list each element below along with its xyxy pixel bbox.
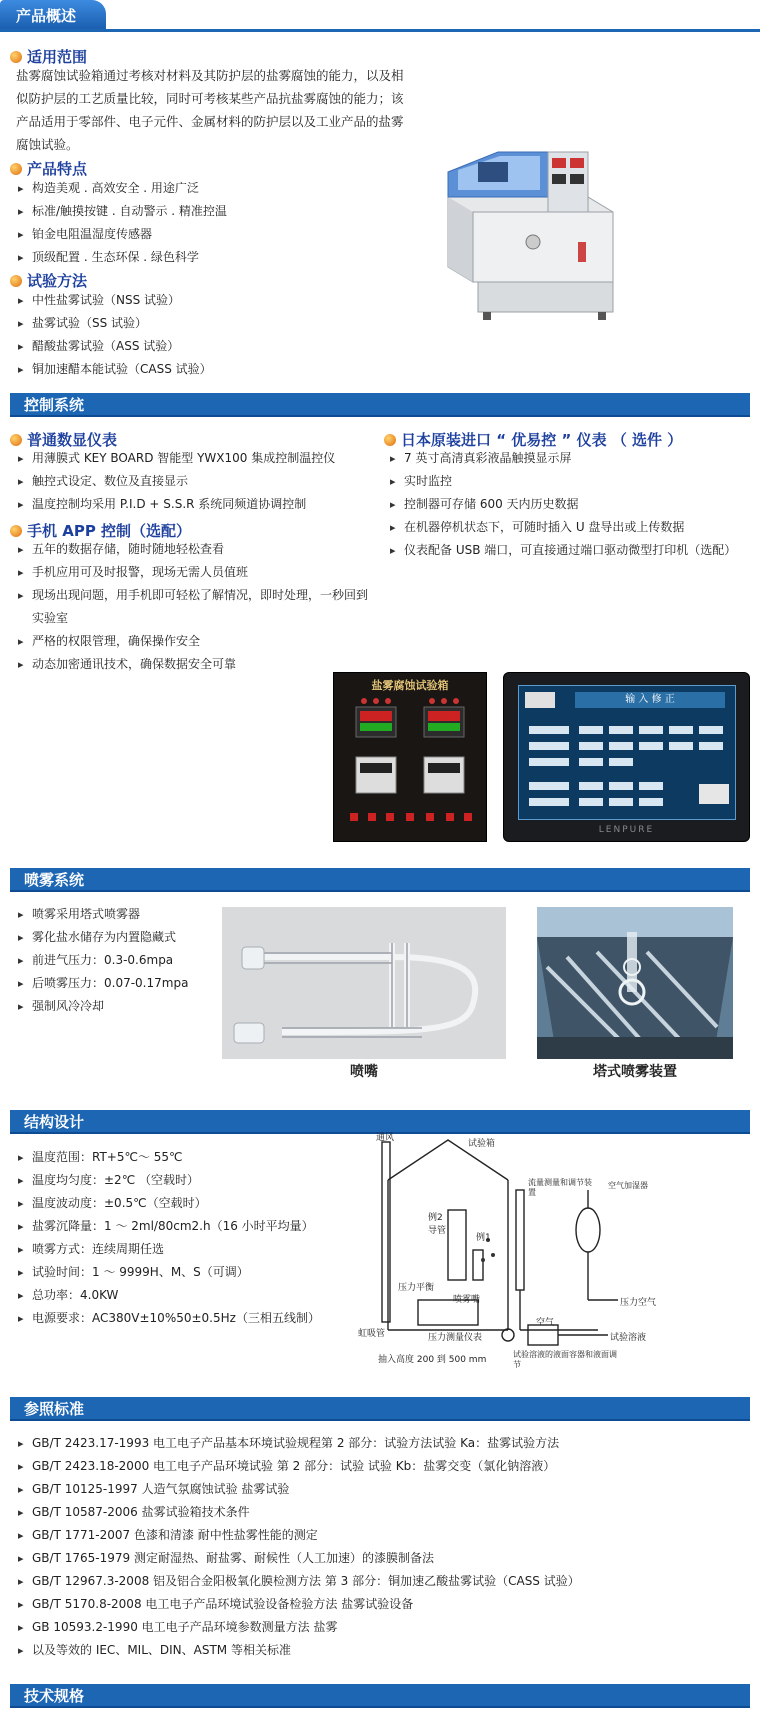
diagram-label: 虹吸管 (358, 1329, 386, 1339)
list-item: ▸ 电源要求：AC380V±10%50±0.5Hz（三相五线制） (18, 1307, 320, 1330)
section-title-structure: 结构设计 (24, 1113, 85, 1131)
list-item: ▸ 动态加密通讯技术，确保数据安全可靠 (18, 653, 378, 676)
methods-heading-text: 试验方法 (27, 272, 88, 290)
list-item: ▸ 温度控制均采用 P.I.D + S.S.R 系统同频道协调控制 (18, 493, 335, 516)
touch-screen-brand: LENPURE (598, 825, 655, 835)
list-item: ▸ 温度均匀度：±2℃ （空载时） (18, 1169, 320, 1192)
list-item: ▸ 温度波动度：±0.5℃（空载时） (18, 1192, 320, 1215)
list-item: ▸ 构造美观 . 高效安全 . 用途广泛 (18, 177, 227, 200)
list-item: ▸ 铂金电阻温湿度传感器 (18, 223, 227, 246)
touch-screen-title: 输 入 修 正 (575, 692, 725, 708)
control-panel-title: 盐雾腐蚀试验箱 (371, 679, 449, 692)
list-item: ▸ GB/T 12967.3-2008 铝及铝合金阳极氧化膜检测方法 第 3 部分：铜加速乙酸盐雾试验（CASS 试验） (18, 1570, 580, 1593)
list-item: ▸ 总功率：4.0KW (18, 1284, 320, 1307)
section-title-control: 控制系统 (24, 396, 85, 414)
list-item: ▸ GB 10593.2-1990 电工电子产品环境参数测量方法 盐雾 (18, 1616, 580, 1639)
list-item: ▸ 喷雾方式：连续周期任选 (18, 1238, 320, 1261)
list-item: ▸ 实时监控 (390, 470, 736, 493)
list-item: ▸ GB/T 10587-2006 盐雾试验箱技术条件 (18, 1501, 580, 1524)
section-bar-overview (0, 0, 760, 32)
list-item: ▸ 标准/触摸按键 . 自动警示 . 精准控温 (18, 200, 227, 223)
list-item: ▸ 铜加速醋本能试验（CASS 试验） (18, 358, 212, 381)
diagram-label: 流量测量和调节装置 (528, 1178, 592, 1197)
diagram-label: 喷雾嘴 (453, 1295, 481, 1305)
list-item: ▸ GB/T 5170.8-2008 电工电子产品环境试验设备检验方法 盐雾试验设备 (18, 1593, 580, 1616)
list-item: ▸ 严格的权限管理，确保操作安全 (18, 630, 378, 653)
digital-meter-heading-text: 普通数显仪表 (27, 431, 118, 449)
list-item: ▸ GB/T 1765-1979 测定耐湿热、耐盐雾、耐候性（人工加速）的漆膜制备法 (18, 1547, 580, 1570)
list-item: ▸ 7 英寸高清真彩液晶触摸显示屏 (390, 447, 736, 470)
bullet-dot-icon (10, 525, 22, 537)
list-item: ▸ 强制风冷冷却 (18, 995, 188, 1018)
list-item: ▸ 雾化盐水储存为内置隐藏式 (18, 926, 188, 949)
structure-list (18, 1146, 320, 1330)
diagram-label: 压力平衡 (398, 1283, 435, 1293)
features-heading-text: 产品特点 (27, 160, 88, 178)
diagram-label: 例1 (476, 1233, 491, 1243)
list-item: ▸ GB/T 1771-2007 色漆和清漆 耐中性盐雾性能的测定 (18, 1524, 580, 1547)
list-item: ▸ 控制器可存储 600 天内历史数据 (390, 493, 736, 516)
methods-heading (10, 270, 87, 291)
diagram-label: 试验箱 (468, 1139, 496, 1149)
section-bar-control (10, 393, 750, 417)
list-item: ▸ 中性盐雾试验（NSS 试验） (18, 289, 212, 312)
section-bar-standards (10, 1397, 750, 1421)
diagram-label: 例2导管 (428, 1213, 447, 1236)
list-item: ▸ GB/T 2423.18-2000 电工电子产品环境试验 第 2 部分：试验 试验 Kb：盐雾交变（氯化钠溶液） (18, 1455, 580, 1478)
section-title-overview: 产品概述 (0, 0, 106, 29)
bullet-dot-icon (10, 275, 22, 287)
list-item: ▸ GB/T 2423.17-1993 电工电子产品基本环境试验规程第 2 部分：试验方法试验 Ka：盐雾试验方法 (18, 1432, 580, 1455)
structure-diagram (358, 1130, 668, 1380)
touch-screen-image (503, 672, 750, 842)
diagram-label: 试验溶液的液面容器和液面调节 (513, 1350, 617, 1369)
list-item: ▸ 在机器停机状态下，可随时插入 U 盘导出或上传数据 (390, 516, 736, 539)
digital-meter-list (18, 447, 335, 516)
bullet-dot-icon (10, 434, 22, 446)
nozzle-caption: 喷嘴 (350, 1064, 378, 1080)
spray-list (18, 903, 188, 1018)
section-bar-specs (10, 1684, 750, 1708)
spray-tower-caption: 塔式喷雾装置 (593, 1064, 677, 1080)
list-item: ▸ 五年的数据存储，随时随地轻松查看 (18, 538, 378, 561)
list-item: ▸ 用薄膜式 KEY BOARD 智能型 YWX100 集成控制温控仪 (18, 447, 335, 470)
nozzle-image (222, 907, 506, 1059)
list-item: ▸ 后喷雾压力：0.07-0.17mpa (18, 972, 188, 995)
list-item: ▸ 喷雾采用塔式喷雾器 (18, 903, 188, 926)
list-item: ▸ 仪表配备 USB 端口，可直接通过端口驱动微型打印机（选配） (390, 539, 736, 562)
japan-meter-heading-text: 日本原装进口 “ 优易控 ” 仪表 （ 选件 ） (401, 431, 683, 449)
spray-tower-image (537, 907, 733, 1059)
app-control-list (18, 538, 378, 676)
features-heading (10, 158, 87, 179)
section-title-specs: 技术规格 (24, 1687, 85, 1705)
list-item: ▸ GB/T 10125-1997 人造气氛腐蚀试验 盐雾试验 (18, 1478, 580, 1501)
list-item: ▸ 盐雾试验（SS 试验） (18, 312, 212, 335)
bullet-dot-icon (10, 51, 22, 63)
diagram-label: 抽入高度 200 到 500 mm (378, 1355, 487, 1365)
section-bar-spray (10, 868, 750, 892)
bullet-dot-icon (384, 434, 396, 446)
list-item: ▸ 触控式设定、数位及直接显示 (18, 470, 335, 493)
section-title-standards: 参照标准 (24, 1400, 85, 1418)
list-item: ▸ 温度范围：RT+5℃～ 55℃ (18, 1146, 320, 1169)
diagram-label: 压力空气 (620, 1298, 657, 1308)
list-item: ▸ 现场出现问题，用手机即可轻松了解情况，即时处理，一秒回到实验室 (18, 584, 378, 630)
list-item: ▸ 醋酸盐雾试验（ASS 试验） (18, 335, 212, 358)
diagram-label: 空气 (536, 1318, 555, 1328)
control-panel-image (333, 672, 487, 842)
scope-text: 盐雾腐蚀试验箱通过考核对材料及其防护层的盐雾腐蚀的能力，以及相似防护层的工艺质量比较，同时可考核某些产品抗盐雾腐蚀的能力；该产品适用于零部件、电子元件、金属材料的防护层以及工业产品的盐雾腐蚀试验。 (16, 68, 404, 152)
list-item: ▸ 试验时间：1 ～ 9999H、M、S（可调） (18, 1261, 320, 1284)
diagram-label: 压力测量仪表 (428, 1333, 483, 1343)
salt-spray-chamber-image (428, 142, 618, 322)
japan-meter-list (390, 447, 736, 562)
bullet-dot-icon (10, 163, 22, 175)
list-item: ▸ 手机应用可及时报警，现场无需人员值班 (18, 561, 378, 584)
features-list (18, 177, 227, 269)
list-item: ▸ 盐雾沉降量：1 ～ 2ml/80cm2.h（16 小时平均量） (18, 1215, 320, 1238)
list-item: ▸ 前进气压力：0.3-0.6mpa (18, 949, 188, 972)
list-item: ▸ 以及等效的 IEC、MIL、DIN、ASTM 等相关标准 (18, 1639, 580, 1662)
diagram-label: 空气加湿器 (608, 1181, 648, 1190)
app-control-heading-text: 手机 APP 控制（选配） (27, 522, 192, 540)
scope-heading-text: 适用范围 (27, 48, 88, 66)
diagram-label: 通风 (376, 1133, 395, 1143)
section-title-spray: 喷雾系统 (24, 871, 85, 889)
list-item: ▸ 顶级配置 . 生态环保 . 绿色科学 (18, 246, 227, 269)
methods-list (18, 289, 212, 381)
standards-list (18, 1432, 580, 1662)
diagram-label: 试验溶液 (610, 1333, 647, 1343)
